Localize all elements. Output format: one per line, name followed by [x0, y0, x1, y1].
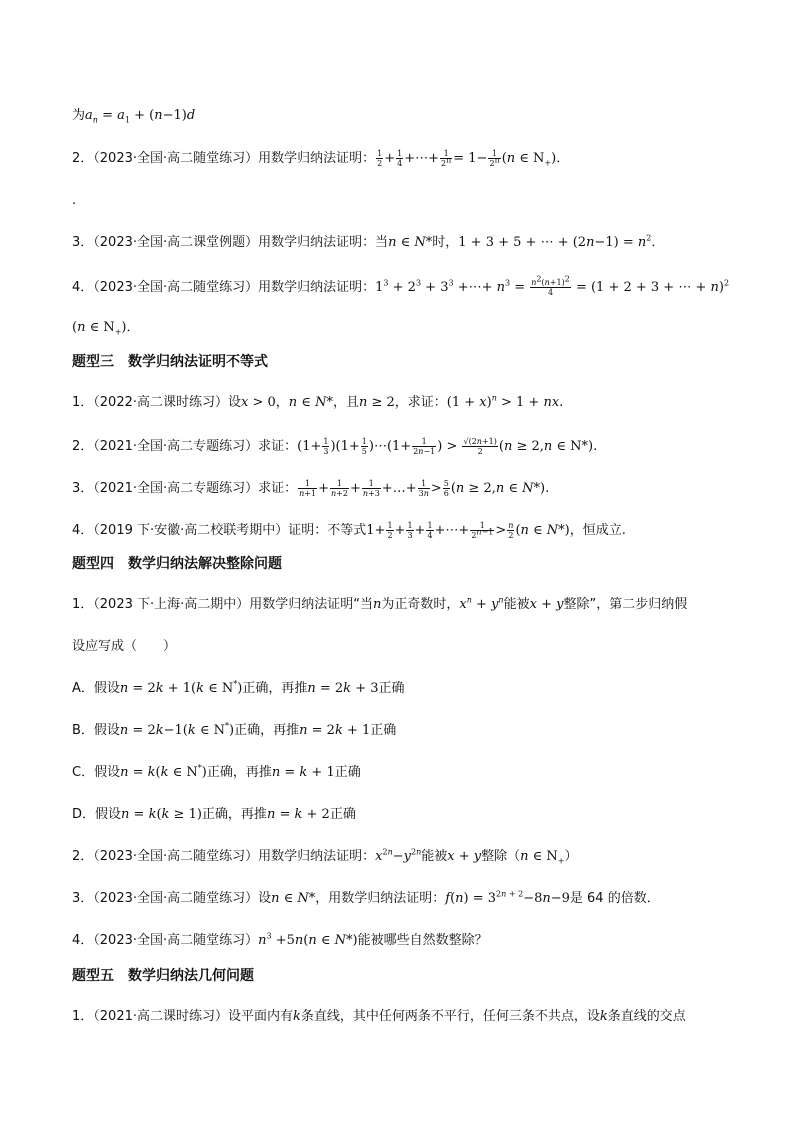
sep: ，: [275, 395, 289, 410]
formula-option: n = k + 1: [271, 765, 335, 780]
text-part: 正确: [329, 807, 356, 822]
var-k: k: [293, 1009, 301, 1024]
divisibility-1-cont: 设应写成（ ）: [72, 639, 177, 654]
dot-text: .: [72, 193, 77, 208]
formula-option: n = k(k ∈ N*): [120, 763, 207, 780]
formula-harmonic-ineq: $\frac{1}{n+1}$ + $\frac{1}{n+2}$ + $\frac{1}{n+3}$ +…+ $\frac{1}{3n}$ > $\frac{5}{6}$ (n ≥ 2,n ∈ N*).: [299, 479, 550, 498]
option-a[interactable]: [72, 681, 405, 697]
formula-n-ge-2: n ≥ 2: [358, 395, 395, 410]
problem-tail: ．: [556, 151, 570, 166]
problem-label: 4．（2023·全国·高二随堂练习）: [72, 933, 259, 948]
problem-label: 1．（2022·高二课时练习）设: [72, 395, 241, 410]
formula-option: n = 2k−1(k ∈ N*): [119, 721, 235, 738]
problem-tail: ．: [126, 320, 140, 335]
formula-sum-halves: $\frac{1}{2}$ + $\frac{1}{4}$ +⋯+ $\frac{1}{2^n}$ = 1− $\frac{1}{2^n}$ (n ∈ $N_+$): [377, 149, 557, 168]
formula-product-ineq: (1+ $\frac{1}{3}$ )(1+ $\frac{1}{5}$ )⋯(1+ $\frac{1}{2n-1}$ ) > $\frac{√(2n+1)}{2}$ (n ≥ 2,n ∈ N*).: [297, 437, 598, 456]
text-part: 正确: [334, 765, 361, 780]
formula-x-pos: x > 0: [241, 395, 276, 410]
problem-label: 3．（2021·全国·高二专题练习）求证：: [72, 481, 298, 496]
formula-option: n = 2k + 1(k ∈ N*): [119, 679, 243, 696]
text-part: 能被: [421, 849, 448, 864]
sep: ，求证：: [394, 395, 447, 410]
problem-a2: [72, 149, 569, 168]
formula-n-in-N: n ∈ N*: [271, 891, 316, 906]
text-part: 正确，再推: [201, 807, 267, 822]
text-part: 正确，再推: [234, 723, 300, 738]
formula-arithmetic-sequence: $a_n = a_1 + (n-1)d$: [85, 108, 196, 125]
text-part: 正确，再推: [242, 681, 308, 696]
problem-label: 4．（2019 下·安徽·高二校联考期中）证明：不等式: [72, 523, 367, 538]
formula-n-in-N: n ∈ N*: [288, 395, 333, 410]
divisibility-1: [72, 597, 687, 613]
problem-label: 3．（2023·全国·高二随堂练习）设: [72, 891, 272, 906]
problem-a4-cont: [72, 320, 140, 336]
option-d[interactable]: [72, 807, 356, 823]
option-label: B．假设: [72, 723, 120, 738]
text-part: 正确，再推: [206, 765, 272, 780]
option-label: C．假设: [72, 765, 121, 780]
formula-option: n = k(k ≥ 1): [121, 807, 202, 822]
sep: ，且: [332, 395, 359, 410]
section-heading-4: 题型四 数学归纳法解决整除问题: [72, 556, 282, 572]
formula-option: n = 2k + 1: [299, 723, 371, 738]
option-label: A．假设: [72, 681, 120, 696]
problem-label: 1．（2021·高二课时练习）设平面内有: [72, 1009, 293, 1024]
text-part: 整除”，第二步归纳假: [563, 597, 688, 612]
problem-label: 4．（2023·全国·高二随堂练习）用数学归纳法证明：: [72, 280, 376, 295]
option-c[interactable]: [72, 765, 361, 781]
text-part: 为正奇数时，: [381, 597, 460, 612]
problem-a3: [72, 235, 664, 251]
formula-n-in-N-plus: (n ∈ $N_+$): [72, 320, 127, 337]
var-k: k: [599, 1009, 608, 1024]
problem-mid: 时，: [432, 235, 459, 250]
section-heading-5: 题型五 数学归纳法几何问题: [72, 968, 254, 984]
problem-label: 2．（2023·全国·高二随堂练习）用数学归纳法证明：: [72, 849, 376, 864]
formula-fn: $f(n) = 3^{2n + 2}-8n-9$: [445, 889, 570, 906]
problem-label: 3．（2023·全国·高二课堂例题）用数学归纳法证明：当: [72, 235, 389, 250]
problem-label: 2．（2021·全国·高二专题练习）求证：: [72, 439, 298, 454]
formula-xn-yn: $x^n + y^n$: [459, 595, 504, 612]
inequality-2: [72, 437, 597, 456]
problem-a4: [72, 274, 730, 297]
formula-n-in-N: n ∈ N*: [388, 235, 433, 250]
text-part: ，用数学归纳法证明：: [315, 891, 446, 906]
formula-n-in-N-plus: n ∈ $N_+$: [520, 849, 565, 866]
inequality-1: [72, 395, 563, 411]
formula-x-plus-y: x + y: [529, 597, 564, 612]
formula-option: n = 2k + 3: [307, 681, 379, 696]
problem-label: 2．（2023·全国·高二随堂练习）用数学归纳法证明：: [72, 151, 376, 166]
text-part: 条直线的交点: [607, 1009, 686, 1024]
section-heading-3: 题型三 数学归纳法证明不等式: [72, 354, 268, 370]
inequality-4: [72, 521, 626, 540]
formula-x2n-y2n: $x^{2n}-y^{2n}$: [375, 847, 422, 864]
problem-tail: ．: [651, 235, 665, 250]
formula-n3-5n: $n^3 +5n(n$ ∈ N*): [258, 931, 358, 948]
option-b[interactable]: [72, 723, 396, 739]
problem-label: 1．（2023 下·上海·高二期中）用数学归纳法证明“当: [72, 597, 373, 612]
divisibility-2: [72, 849, 578, 865]
formula-bernoulli: $(1 + x)^n > 1$ + nx.: [446, 393, 564, 410]
inequality-3: [72, 479, 549, 498]
text-part: ）: [564, 849, 578, 864]
divisibility-3: [72, 891, 660, 907]
problem-tail: ，恒成立.: [569, 523, 626, 538]
text-part: 正确: [378, 681, 405, 696]
formula-option: n = k + 2: [266, 807, 330, 822]
formula-cube-sum: $1^3 + 2^3 + 3^3$ +⋯+ $n^3$ = $\frac{n^2(n+1)^2}{4}$ = (1 + 2 + 3 + ⋯ + n)$^2$: [375, 274, 730, 297]
geometry-1: [72, 1009, 686, 1025]
intro-text: 为: [72, 108, 86, 123]
formula-odd-sum: 1 + 3 + 5 + ⋯ + $(2n-1) = n^2$: [458, 233, 652, 250]
text-part: 能被哪些自然数整除？: [357, 933, 488, 948]
text-part: 整除（: [481, 849, 521, 864]
var-n: n: [373, 597, 382, 612]
formula-harmonic-2n: 1+ $\frac{1}{2}$ + $\frac{1}{3}$ + $\frac{1}{4}$ +⋯+ $\frac{1}{2^{n-1}}$ > $\frac{n}{2}$ (n ∈ N*): [366, 521, 570, 540]
text-part: 条直线，其中任何两条不平行，任何三条不共点，设: [300, 1009, 600, 1024]
divisibility-4: [72, 933, 488, 949]
text-part: 正确: [370, 723, 397, 738]
formula-x-plus-y: x + y: [447, 849, 482, 864]
text-part: 能被: [503, 597, 530, 612]
text-part: 是 64 的倍数．: [569, 891, 660, 906]
stray-dot: [72, 193, 76, 209]
intro-line: [72, 108, 195, 124]
option-label: D．假设: [72, 807, 122, 822]
